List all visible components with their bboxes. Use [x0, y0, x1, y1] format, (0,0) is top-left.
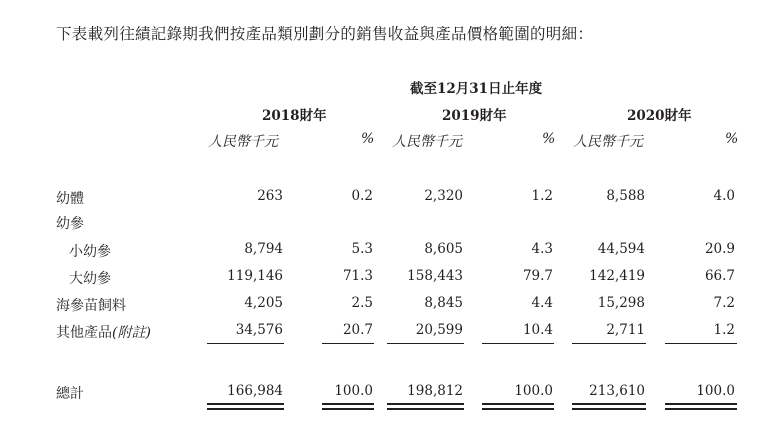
- total-double-rule: [572, 403, 646, 405]
- cell-2018-pct: 5.3: [351, 241, 373, 257]
- row-label-note: (附註): [112, 325, 151, 341]
- total-double-rule: [207, 403, 284, 405]
- total-double-rule: [207, 408, 284, 410]
- cell-2018-pct: 2.5: [351, 295, 373, 311]
- cell-2019-pct: 79.7: [522, 268, 553, 284]
- total-2019-amount: 198,812: [407, 383, 463, 399]
- row-label: 大幼參: [69, 271, 111, 287]
- total-double-rule: [387, 408, 464, 410]
- cell-2018-pct: 20.7: [342, 322, 373, 338]
- total-2020-pct: 100.0: [696, 383, 735, 399]
- total-double-rule: [665, 408, 737, 410]
- cell-2019-pct: 10.4: [522, 322, 553, 338]
- cell-2019-amount: 8,605: [424, 241, 463, 257]
- cell-2018-pct: 0.2: [351, 188, 373, 204]
- total-double-rule: [387, 403, 464, 405]
- total-double-rule: [322, 403, 374, 405]
- cell-2019-amount: 20,599: [415, 322, 463, 338]
- total-label: 總計: [56, 386, 84, 402]
- cell-2018-amount: 119,146: [227, 268, 283, 284]
- cell-2018-amount: 263: [257, 188, 283, 204]
- subtotal-rule: [665, 343, 737, 344]
- cell-2020-pct: 7.2: [713, 295, 735, 311]
- pct-label-2018: %: [361, 131, 375, 147]
- row-label: 小幼參: [69, 244, 111, 260]
- cell-2018-amount: 34,576: [235, 322, 283, 338]
- row-label: 其他產品(附註): [56, 325, 151, 341]
- cell-2020-pct: 4.0: [713, 188, 735, 204]
- cell-2019-pct: 4.3: [531, 241, 553, 257]
- cell-2020-amount: 2,711: [606, 322, 645, 338]
- cell-2018-pct: 71.3: [342, 268, 373, 284]
- cell-2020-amount: 142,419: [589, 268, 645, 284]
- total-double-rule: [322, 408, 374, 410]
- total-double-rule: [665, 403, 737, 405]
- cell-2020-pct: 66.7: [704, 268, 735, 284]
- cell-2019-amount: 158,443: [407, 268, 463, 284]
- cell-2020-amount: 8,588: [606, 188, 645, 204]
- cell-2020-amount: 44,594: [597, 241, 645, 257]
- cell-2018-amount: 8,794: [244, 241, 283, 257]
- cell-2019-amount: 2,320: [424, 188, 463, 204]
- total-double-rule: [482, 408, 554, 410]
- cell-2020-pct: 1.2: [713, 322, 735, 338]
- subtotal-rule: [387, 343, 464, 344]
- total-2019-pct: 100.0: [514, 383, 553, 399]
- cell-2019-amount: 8,845: [424, 295, 463, 311]
- total-2020-amount: 213,610: [589, 383, 645, 399]
- total-2018-amount: 166,984: [227, 383, 283, 399]
- row-label: 幼體: [56, 191, 84, 207]
- year-header-2019: 2019財年: [442, 108, 507, 124]
- total-2018-pct: 100.0: [334, 383, 373, 399]
- subtotal-rule: [572, 343, 646, 344]
- unit-label-2019: 人民幣千元: [392, 134, 462, 150]
- unit-label-2020: 人民幣千元: [573, 134, 643, 150]
- cell-2018-amount: 4,205: [244, 295, 283, 311]
- intro-text: 下表載列往績記錄期我們按產品類別劃分的銷售收益與產品價格範圍的明細：: [56, 25, 594, 43]
- total-double-rule: [482, 403, 554, 405]
- cell-2019-pct: 4.4: [531, 295, 553, 311]
- pct-label-2020: %: [725, 131, 739, 147]
- subtotal-rule: [207, 343, 284, 344]
- period-header: 截至12月31日止年度: [410, 81, 543, 97]
- subtotal-rule: [322, 343, 374, 344]
- year-header-2018: 2018財年: [262, 108, 327, 124]
- row-label: 海參苗飼料: [56, 298, 126, 314]
- cell-2020-pct: 20.9: [704, 241, 735, 257]
- unit-label-2018: 人民幣千元: [208, 134, 278, 150]
- pct-label-2019: %: [542, 131, 556, 147]
- year-header-2020: 2020財年: [627, 108, 692, 124]
- row-label: 幼參: [56, 216, 84, 232]
- subtotal-rule: [482, 343, 554, 344]
- cell-2019-pct: 1.2: [531, 188, 553, 204]
- cell-2020-amount: 15,298: [597, 295, 645, 311]
- total-double-rule: [572, 408, 646, 410]
